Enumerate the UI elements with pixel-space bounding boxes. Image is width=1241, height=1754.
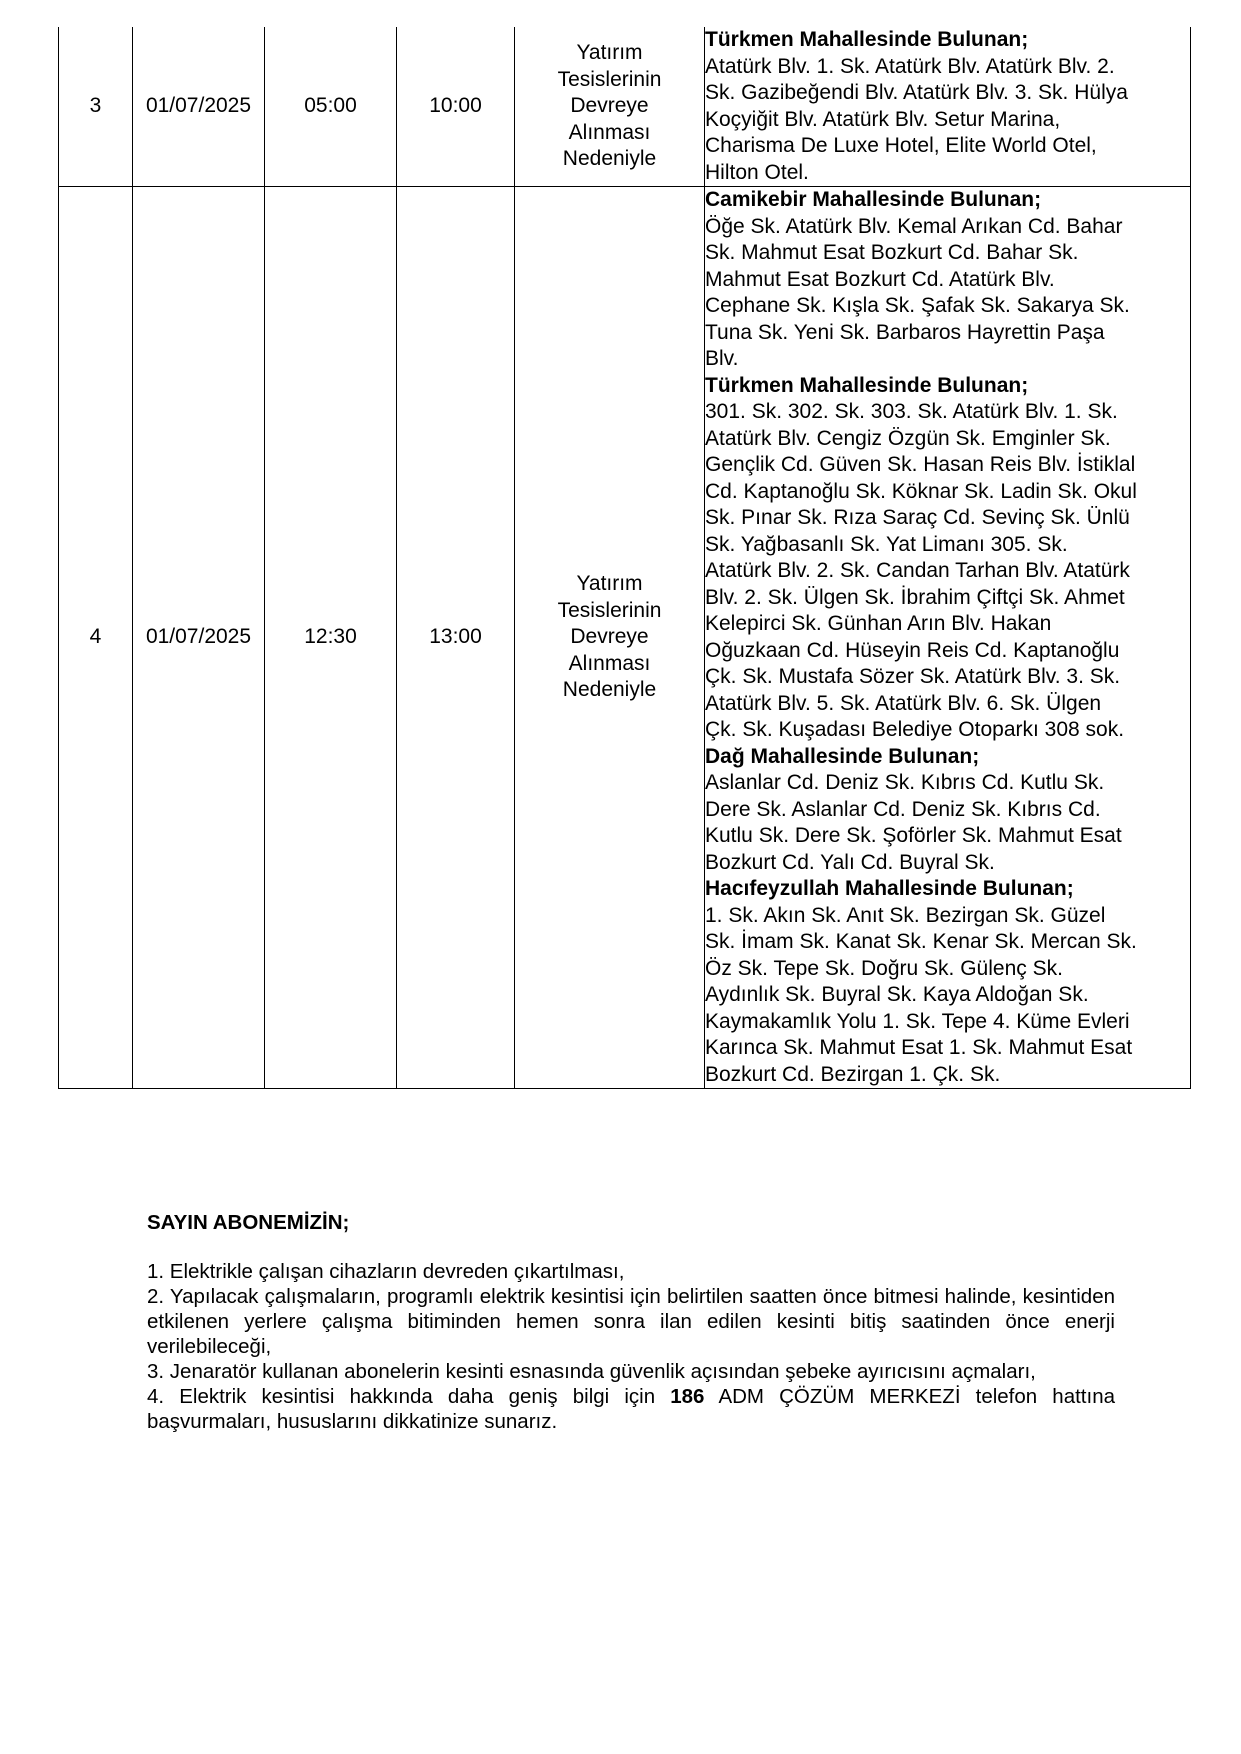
date-cell: 01/07/2025 xyxy=(133,27,265,187)
reason-line: Tesislerinin xyxy=(557,67,662,91)
reason-line: Tesislerinin xyxy=(557,598,662,622)
street-list-line: Bozkurt Cd. Yalı Cd. Buyral Sk. xyxy=(705,850,995,874)
table-row xyxy=(59,27,1191,187)
street-list-line: Sk. Yağbasanlı Sk. Yat Limanı 305. Sk. xyxy=(705,532,1068,556)
street-list-line: 301. Sk. 302. Sk. 303. Sk. Atatürk Blv. 1. Sk. xyxy=(705,400,1118,423)
start-time-cell: 12:30 xyxy=(265,187,397,1089)
end-time-cell: 13:00 xyxy=(397,187,515,1089)
neighborhood-title: Türkmen Mahallesinde Bulunan; xyxy=(705,28,1029,51)
reason-line: Nedeniyle xyxy=(562,678,657,702)
notice-hotline-number: 186 xyxy=(670,1385,705,1408)
street-list-line: Öz Sk. Tepe Sk. Doğru Sk. Gülenç Sk. xyxy=(705,956,1063,980)
street-list-line: Bozkurt Cd. Bezirgan 1. Çk. Sk. xyxy=(705,1062,1001,1086)
street-list-line: Cephane Sk. Kışla Sk. Şafak Sk. Sakarya Sk. xyxy=(705,294,1130,317)
street-list-line: Kelepirci Sk. Günhan Arın Blv. Hakan xyxy=(705,612,1052,635)
street-list-line: Hilton Otel. xyxy=(705,160,809,184)
street-list-line: Sk. İmam Sk. Kanat Sk. Kenar Sk. Mercan Sk. xyxy=(705,930,1137,953)
street-list-line: Gençlik Cd. Güven Sk. Hasan Reis Blv. İstiklal xyxy=(705,453,1136,476)
reason-cell xyxy=(515,187,705,1089)
reason-line: Nedeniyle xyxy=(562,147,657,171)
street-list-line: Atatürk Blv. 2. Sk. Candan Tarhan Blv. Atatürk xyxy=(705,559,1130,582)
street-list-line: Sk. Pınar Sk. Rıza Saraç Cd. Sevinç Sk. Ünlü xyxy=(705,506,1130,529)
row-number-cell: 3 xyxy=(59,27,133,187)
subscriber-notice xyxy=(147,1210,1115,1434)
outage-table xyxy=(58,27,1191,1089)
row-number-cell: 4 xyxy=(59,187,133,1089)
street-list-line: Aydınlık Sk. Buyral Sk. Kaya Aldoğan Sk. xyxy=(705,983,1089,1006)
street-list-line: 1. Sk. Akın Sk. Anıt Sk. Bezirgan Sk. Güzel xyxy=(705,903,1106,927)
street-list-line: Çk. Sk. Mustafa Sözer Sk. Atatürk Blv. 3. Sk. xyxy=(705,665,1121,688)
notice-item-3: 3. Jenaratör kullanan abonelerin kesinti esnasında güvenlik açısından şebeke ayırıcısını açmaları, xyxy=(147,1360,1036,1383)
outage-table-body xyxy=(59,27,1191,1089)
notice-title: SAYIN ABONEMİZİN; xyxy=(147,1211,350,1234)
notice-item-1: 1. Elektrikle çalışan cihazların devreden çıkartılması, xyxy=(147,1260,625,1283)
affected-streets-cell xyxy=(705,27,1191,187)
neighborhood-title: Dağ Mahallesinde Bulunan; xyxy=(705,744,980,768)
street-list-line: Öğe Sk. Atatürk Blv. Kemal Arıkan Cd. Bahar xyxy=(705,214,1123,238)
street-list-line: Charisma De Luxe Hotel, Elite World Otel, xyxy=(705,134,1097,157)
street-list-line: Blv. xyxy=(705,347,739,370)
neighborhood-title: Camikebir Mahallesinde Bulunan; xyxy=(705,188,1042,211)
notice-item-4 xyxy=(147,1384,1115,1434)
reason-line: Yatırım xyxy=(576,572,643,596)
street-list-line: Kaymakamlık Yolu 1. Sk. Tepe 4. Küme Evleri xyxy=(705,1009,1130,1033)
end-time-cell: 10:00 xyxy=(397,27,515,187)
reason-line: Yatırım xyxy=(576,41,643,65)
notice-item-4-prefix: 4. Elektrik kesintisi hakkında daha geniş bilgi için xyxy=(147,1385,671,1408)
street-list-line: Koçyiğit Blv. Atatürk Blv. Setur Marina, xyxy=(705,107,1061,131)
table-row xyxy=(59,187,1191,1089)
street-list-line: Sk. Gazibeğendi Blv. Atatürk Blv. 3. Sk. Hülya xyxy=(705,81,1128,104)
street-list-line: Mahmut Esat Bozkurt Cd. Atatürk Blv. xyxy=(705,267,1055,291)
street-list-line: Atatürk Blv. 1. Sk. Atatürk Blv. Atatürk Blv. 2. xyxy=(705,54,1115,78)
date-cell: 01/07/2025 xyxy=(133,187,265,1089)
notice-item-4-suffix: ADM ÇÖZÜM MERKEZİ telefon hattına başvurmaları, hususlarını dikkatinize sunarız. xyxy=(147,1385,1115,1433)
street-list-line: Sk. Mahmut Esat Bozkurt Cd. Bahar Sk. xyxy=(705,241,1079,264)
street-list-line: Kutlu Sk. Dere Sk. Şoförler Sk. Mahmut Esat xyxy=(705,824,1122,847)
reason-cell xyxy=(515,27,705,187)
street-list-line: Cd. Kaptanoğlu Sk. Köknar Sk. Ladin Sk. Okul xyxy=(705,479,1137,503)
street-list-line: Blv. 2. Sk. Ülgen Sk. İbrahim Çiftçi Sk. Ahmet xyxy=(705,585,1125,609)
neighborhood-title: Hacıfeyzullah Mahallesinde Bulunan; xyxy=(705,877,1074,900)
notice-item-2: 2. Yapılacak çalışmaların, programlı elektrik kesintisi için belirtilen saatten önce bitmesi halinde, kesintiden etkilenen yerlere çalışma bitiminden hemen sonra ilan edilen kesinti bitiş saatinden önce enerji verilebileceği, xyxy=(147,1285,1115,1358)
neighborhood-title: Türkmen Mahallesinde Bulunan; xyxy=(705,373,1029,397)
reason-line: Alınması xyxy=(568,651,651,675)
reason-line: Devreye xyxy=(570,625,649,649)
street-list-line: Çk. Sk. Kuşadası Belediye Otoparkı 308 sok. xyxy=(705,718,1125,741)
street-list-line: Oğuzkaan Cd. Hüseyin Reis Cd. Kaptanoğlu xyxy=(705,638,1120,662)
street-list-line: Karınca Sk. Mahmut Esat 1. Sk. Mahmut Esat xyxy=(705,1036,1133,1059)
start-time-cell: 05:00 xyxy=(265,27,397,187)
street-list-line: Atatürk Blv. 5. Sk. Atatürk Blv. 6. Sk. Ülgen xyxy=(705,691,1102,715)
reason-line: Alınması xyxy=(568,120,651,144)
affected-streets-cell xyxy=(705,187,1191,1089)
street-list-line: Atatürk Blv. Cengiz Özgün Sk. Emginler Sk. xyxy=(705,426,1111,450)
reason-line: Devreye xyxy=(570,94,649,118)
street-list-line: Dere Sk. Aslanlar Cd. Deniz Sk. Kıbrıs Cd. xyxy=(705,797,1101,821)
street-list-line: Tuna Sk. Yeni Sk. Barbaros Hayrettin Paşa xyxy=(705,320,1105,344)
street-list-line: Aslanlar Cd. Deniz Sk. Kıbrıs Cd. Kutlu Sk. xyxy=(705,771,1105,794)
